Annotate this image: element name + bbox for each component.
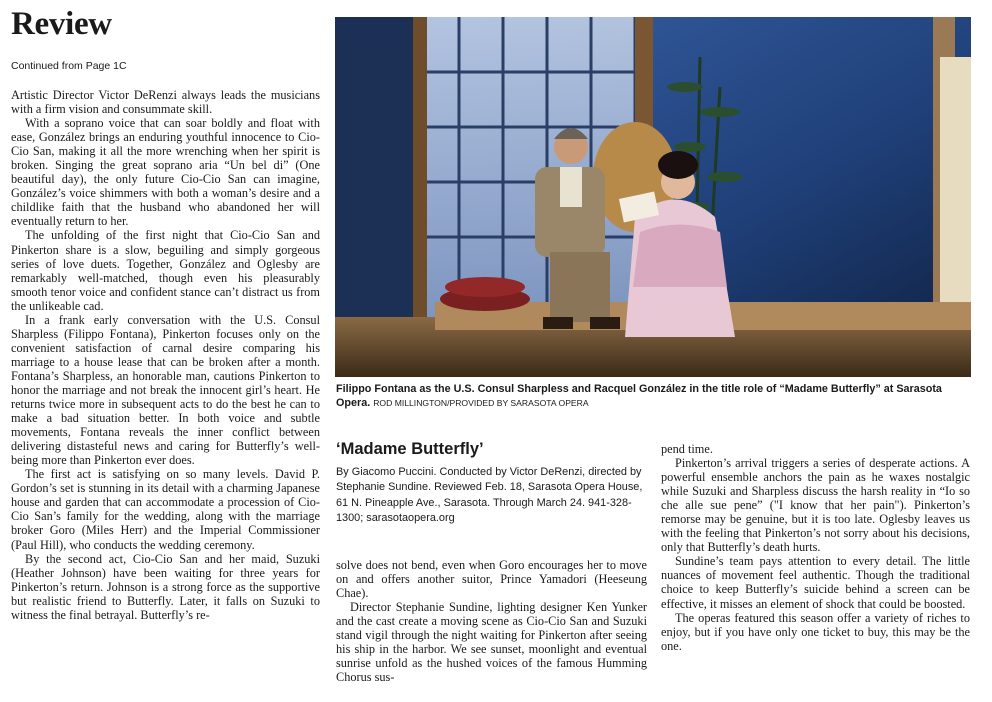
stage-scene-illustration	[335, 17, 971, 377]
article-column-1	[11, 88, 320, 622]
infobox-body: By Giacomo Puccini. Conducted by Victor DeRenzi, directed by Stephanie Sundine. Reviewed Feb. 18, Sarasota Opera House, 61 N. Pineapple Ave., Sarasota. Through March 24. 941-328-1300; sarasotaopera.org	[336, 466, 643, 525]
paragraph: solve does not bend, even when Goro encourages her to move on and offers another suitor, Prince Yamadori (Heeseung Chae).	[336, 558, 647, 601]
paragraph: Director Stephanie Sundine, lighting designer Ken Yunker and the cast create a moving scene as Cio-Cio San and Suzuki stand vigil through the night waiting for Pinkerton after seeing his ship in the harbor. We see sunset, moonlight and eventual sunrise unfold as the hushed voices of the famous Humming Chorus sus-	[336, 600, 647, 685]
opera-stage-photo	[335, 17, 971, 377]
photo-caption	[336, 382, 972, 410]
paragraph: pend time.	[661, 442, 713, 456]
infobox-title: ‘Madame Butterfly’	[336, 440, 484, 458]
paragraph: In a frank early conversation with the U.S. Consul Sharpless (Filippo Fontana), Pinkerton focuses only on the convenient satisfaction of carnal desire comparing his marriage to a house lease that can be broken after a month. Fontana’s Sharpless, an honorable man, cautions Pinkerton to honor the marriage and not break the innocent girl’s heart. He returns twice more in subsequent acts to do the best he can to make a bad situation better. In both voice and subtle movements, Fontana reveals the inner conflict between delivering distasteful news and caring for Butterfly’s well-being more than Pinkerton ever does.	[11, 312, 320, 468]
article-column-3	[661, 442, 970, 653]
paragraph: The operas featured this season offer a variety of riches to enjoy, but if you have only one ticket to buy, this may be the one.	[661, 610, 970, 653]
paragraph: Artistic Director Victor DeRenzi always leads the musicians with a firm vision and consummate skill.	[11, 88, 320, 117]
photo-credit: ROD MILLINGTON/PROVIDED BY SARASOTA OPERA	[373, 398, 589, 408]
paragraph: Sundine’s team pays attention to every detail. The little nuances of movement feel authentic. Though the traditional choice to keep Butterfly’s suicide behind a screen can be effective, it misses an element of shock that could be boosted.	[661, 554, 970, 611]
continued-from-label: Continued from Page 1C	[11, 60, 127, 72]
caption-text: Filippo Fontana as the U.S. Consul Sharpless and Racquel González in the title role of “Madame Butterfly” at Sarasota Opera.	[336, 383, 942, 409]
paragraph: The first act is satisfying on so many levels. David P. Gordon’s set is stunning in its detail with a charming Japanese house and garden that can accommodate a procession of Cio-Cio San’s family for the wedding, along with the marriage broker Goro (Miles Herr) and the Imperial Commissioner (Paul Hill), who conducts the wedding ceremony.	[11, 467, 320, 552]
paragraph: Pinkerton’s arrival triggers a series of desperate actions. A powerful ensemble anchors the pain as he waxes nostalgic while Suzuki and Sharpless discuss the harsh reality in “Io so che alle sue pene” ("I know that her pain"). Pinkerton’s remorse may be genuine, but it is too late. Oglesby leaves us with the feeling that Pinkerton’s not sorry about his decisions, only that Butterfly’s death hurts.	[661, 456, 970, 555]
article-column-2	[336, 558, 647, 684]
paragraph: With a soprano voice that can soar boldly and float with ease, González brings an enduring youthful innocence to Cio-Cio San, making it all the more wrenching when her spirit is broken. Singing the great soprano aria “Un bel di” (One beautiful day), the only future Cio-Cio San can imagine, González’s voice shimmers with both a woman’s desire and a childlike faith that the husband who abandoned her will eventually return to her.	[11, 116, 320, 229]
article-heading: Review	[11, 6, 112, 42]
paragraph: By the second act, Cio-Cio San and her maid, Suzuki (Heather Johnson) have been waiting for three years for Pinkerton’s return. Johnson is a strong force as the supportive but realistic friend to Butterfly. Later, it falls on Suzuki to witness the final betrayal. Butterfly’s re-	[11, 551, 320, 622]
paragraph: The unfolding of the first night that Cio-Cio San and Pinkerton share is a slow, beguiling and simply gorgeous series of love duets. Together, González and Oglesby are remarkably well-matched, though even his pleasurably smooth tenor voice and confident stance can’t distract us from the unlikeable cad.	[11, 228, 320, 313]
